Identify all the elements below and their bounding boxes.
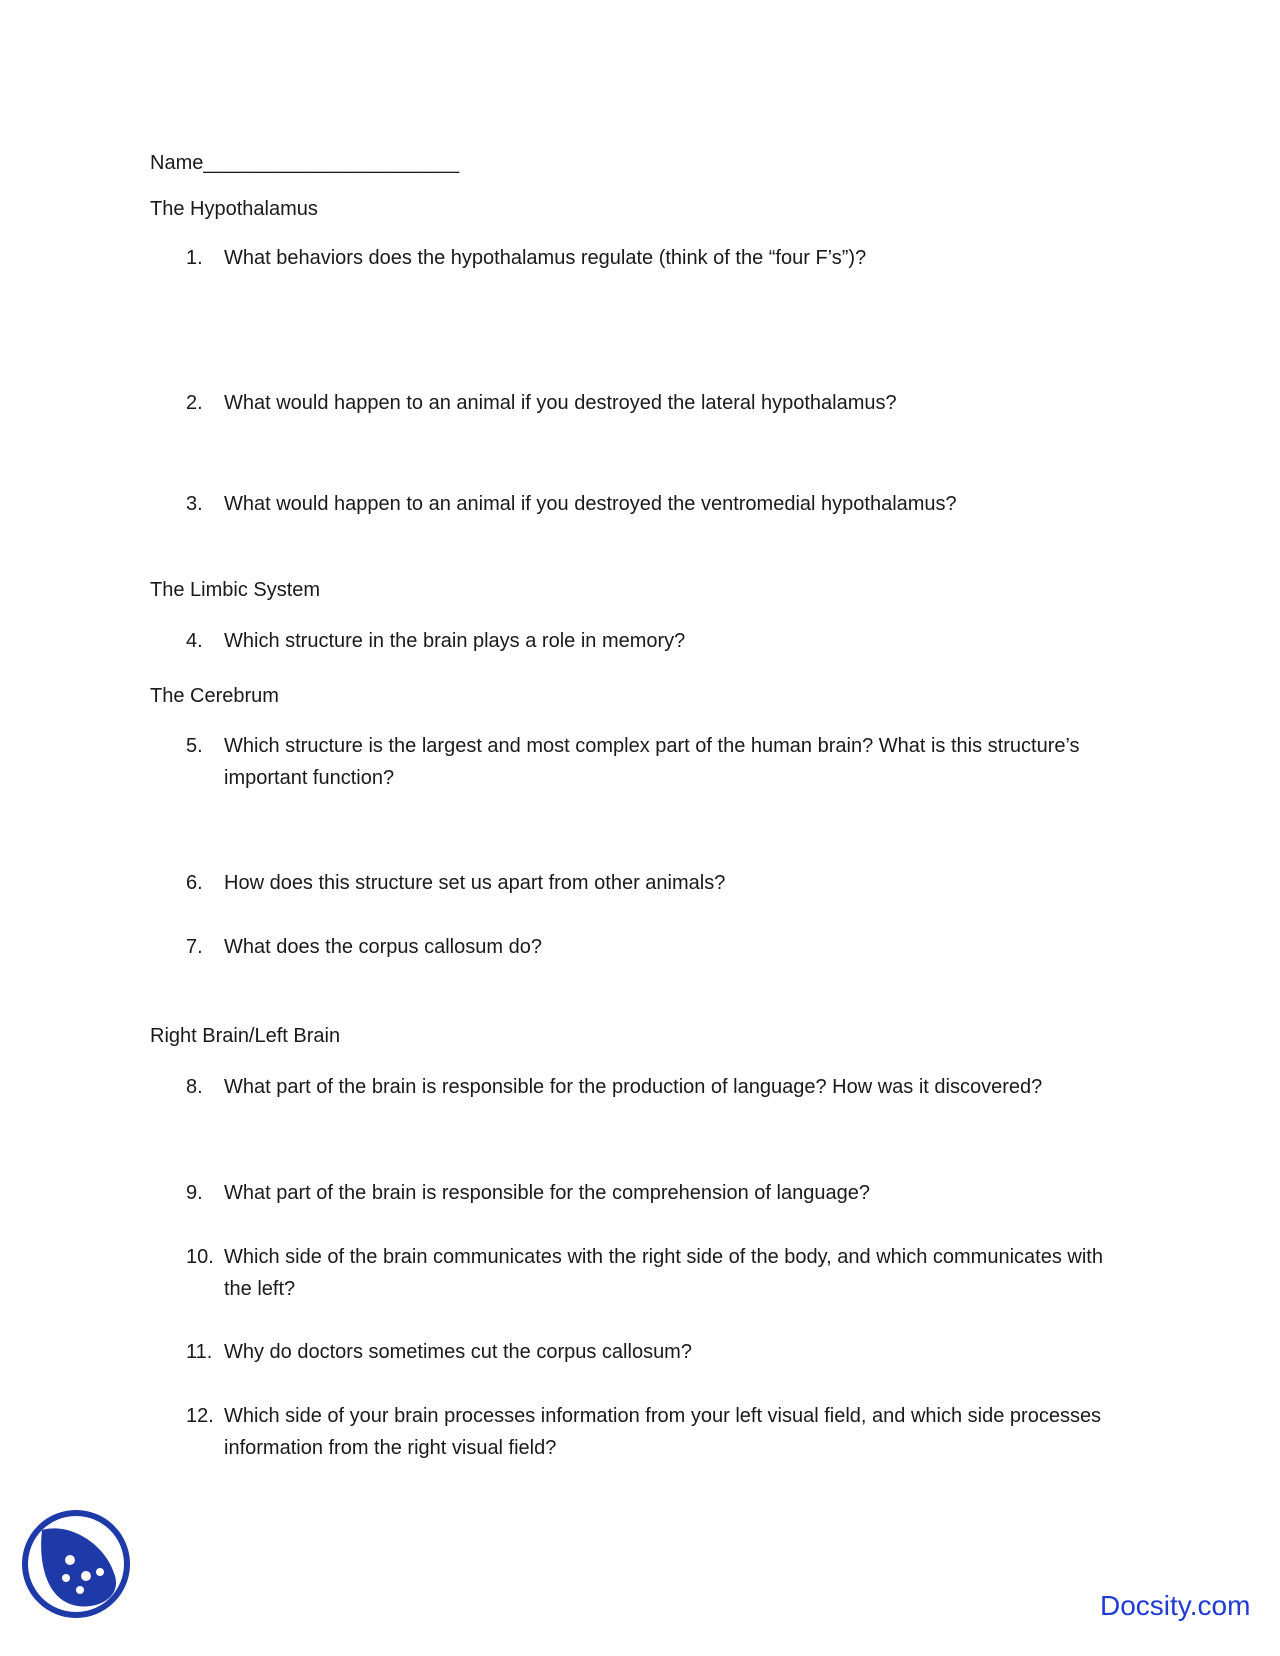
question-number: 8. xyxy=(186,1076,203,1098)
question-number: 6. xyxy=(186,872,203,894)
question-1 xyxy=(186,242,1126,274)
question-number: 11. xyxy=(186,1341,213,1363)
question-text: What part of the brain is responsible for the production of language? How was it discovered? xyxy=(224,1076,1043,1098)
question-5 xyxy=(186,730,1126,794)
question-text: What part of the brain is responsible for the comprehension of language? xyxy=(224,1182,870,1204)
question-text: Which side of your brain processes information from your left visual field, and which side processes information from the right visual field? xyxy=(224,1405,1102,1459)
question-text: What would happen to an animal if you destroyed the lateral hypothalamus? xyxy=(224,392,897,414)
question-10 xyxy=(186,1241,1126,1305)
question-8 xyxy=(186,1071,1126,1103)
section-heading-cerebrum: The Cerebrum xyxy=(150,685,279,707)
question-number: 7. xyxy=(186,936,203,958)
question-number: 4. xyxy=(186,630,203,652)
section-heading-hypothalamus: The Hypothalamus xyxy=(150,198,318,220)
question-text: How does this structure set us apart from other animals? xyxy=(224,872,726,894)
section-heading-limbic-system: The Limbic System xyxy=(150,579,321,601)
question-text: What does the corpus callosum do? xyxy=(224,936,542,958)
question-12 xyxy=(186,1400,1126,1464)
question-11 xyxy=(186,1336,1126,1368)
question-text: Which structure in the brain plays a role in memory? xyxy=(224,630,686,652)
question-number: 3. xyxy=(186,493,203,515)
question-number: 5. xyxy=(186,735,203,757)
question-3 xyxy=(186,488,1126,520)
question-text: What behaviors does the hypothalamus regulate (think of the “four F’s”)? xyxy=(224,247,867,269)
question-number: 2. xyxy=(186,392,203,414)
question-text: Which side of the brain communicates with the right side of the body, and which communicates with the left? xyxy=(224,1246,1103,1300)
question-text: What would happen to an animal if you destroyed the ventromedial hypothalamus? xyxy=(224,493,957,515)
name-field-label: Name_______________________ xyxy=(150,152,460,174)
question-number: 9. xyxy=(186,1182,203,1204)
question-7 xyxy=(186,931,1126,963)
docsity-logo-icon xyxy=(20,1508,132,1620)
question-9 xyxy=(186,1177,1126,1209)
question-text: Which structure is the largest and most complex part of the human brain? What is this structure’s important function? xyxy=(224,735,1080,789)
question-number: 1. xyxy=(186,247,203,269)
brand-link[interactable]: Docsity.com xyxy=(1100,1590,1251,1621)
question-number: 12. xyxy=(186,1405,214,1427)
question-6 xyxy=(186,867,1126,899)
question-4 xyxy=(186,625,1126,657)
question-2 xyxy=(186,387,1126,419)
question-text: Why do doctors sometimes cut the corpus callosum? xyxy=(224,1341,692,1363)
question-number: 10. xyxy=(186,1246,214,1268)
section-heading-right-left-brain: Right Brain/Left Brain xyxy=(150,1025,341,1047)
